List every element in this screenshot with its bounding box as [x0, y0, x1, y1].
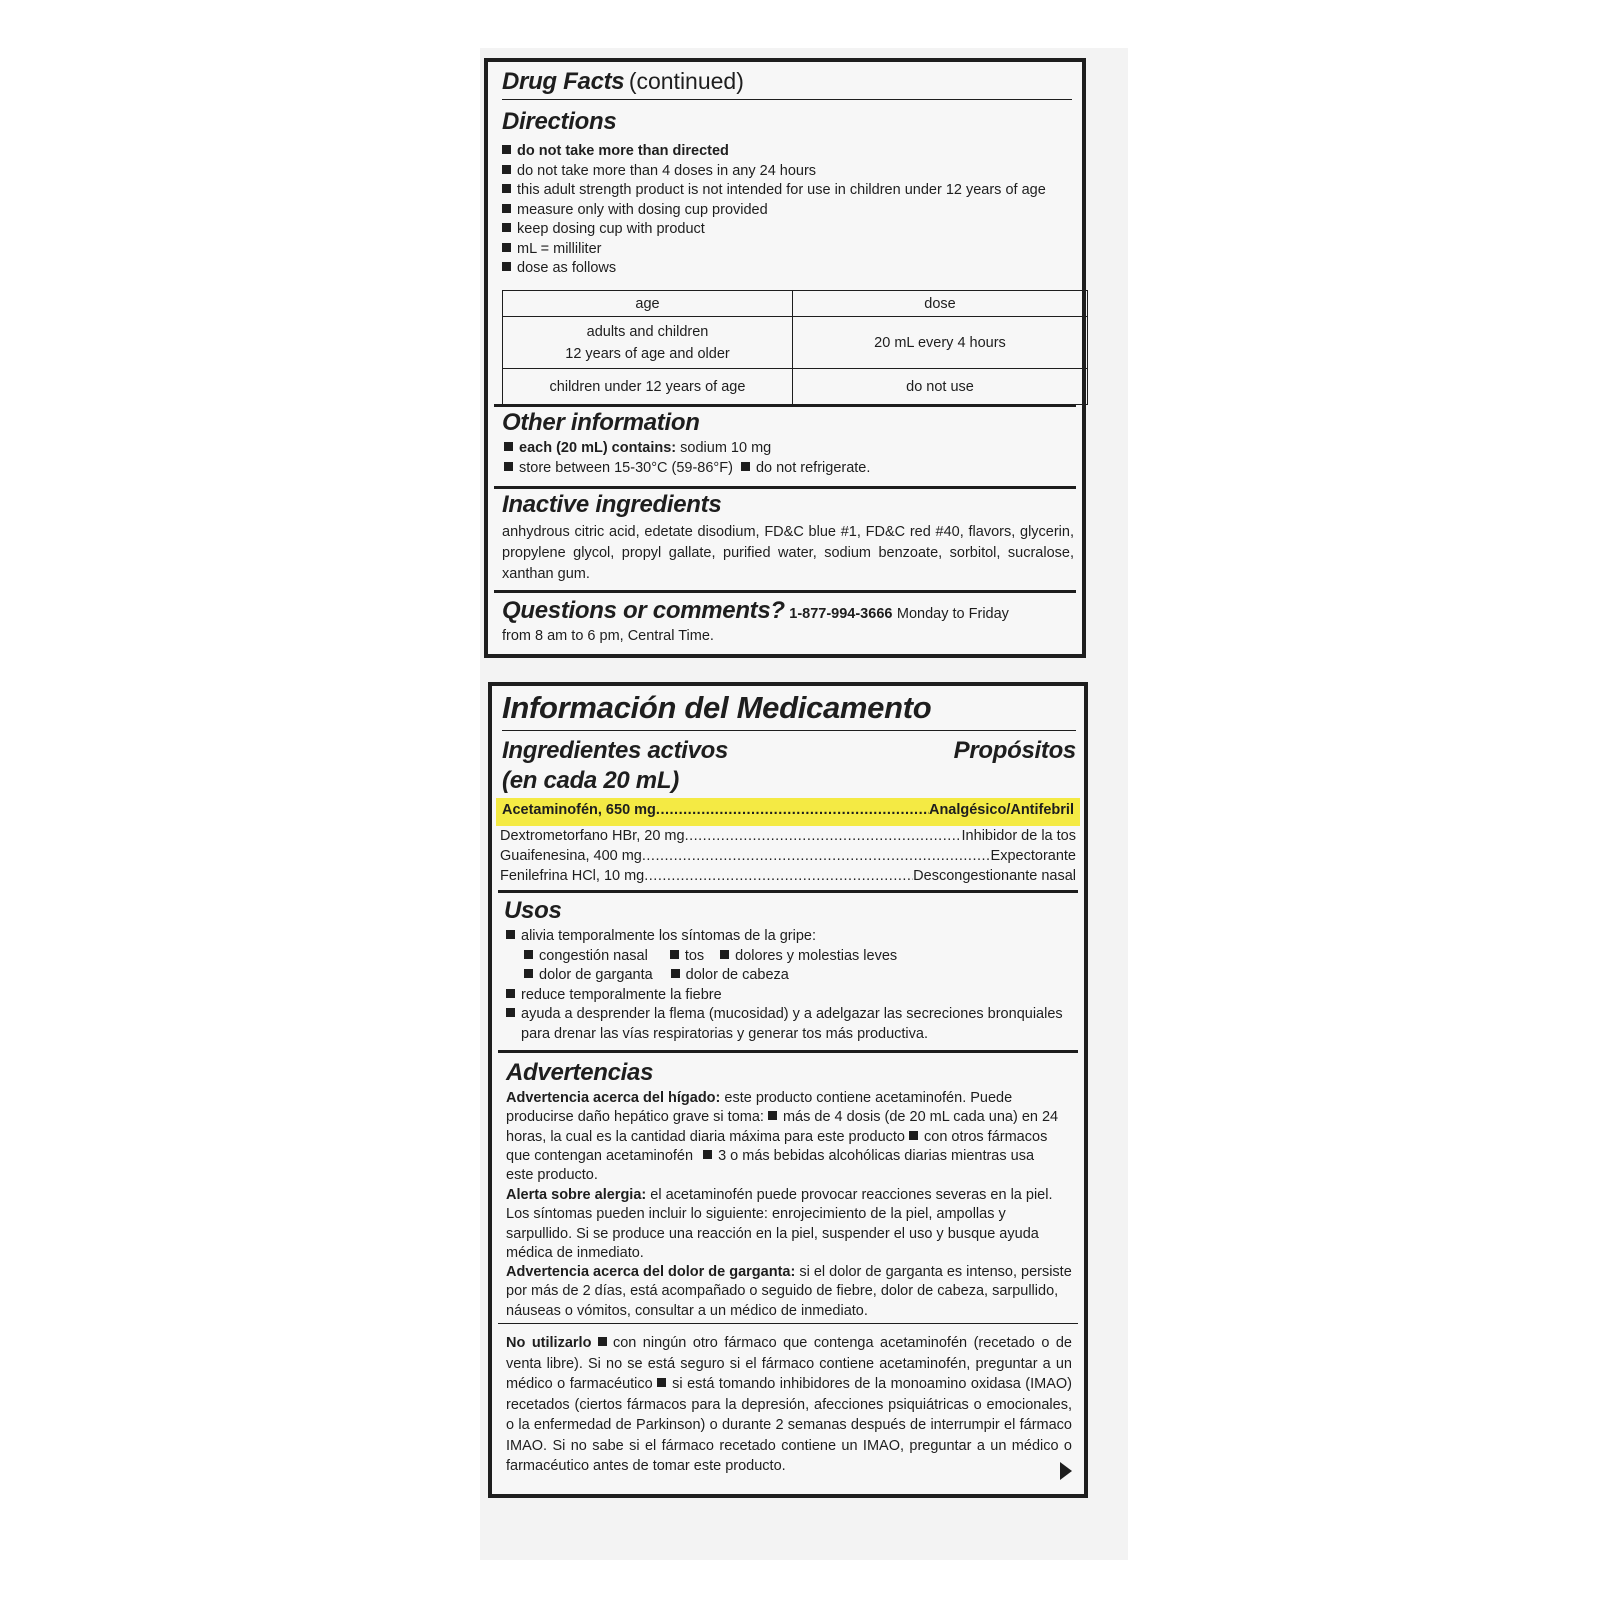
usos-subitems: dolor de garganta dolor de cabeza — [506, 966, 1076, 986]
bullet-square-icon — [524, 950, 533, 959]
directions-item: dose as follows — [502, 259, 1082, 279]
bullet-square-icon — [506, 1008, 515, 1017]
other-info-item: store between 15-30°C (59-86°F) do not refrigerate. — [504, 459, 1074, 479]
ingredient-row — [500, 866, 1076, 886]
usos-item: reduce temporalmente la fiebre — [506, 986, 1076, 1006]
divider — [498, 1323, 1078, 1324]
bullet-square-icon — [598, 1337, 607, 1346]
phone-number: 1-877-994-3666 — [789, 606, 893, 622]
drug-facts-title — [502, 68, 1072, 100]
ingredient-row — [500, 826, 1076, 846]
directions-heading: Directions — [502, 108, 617, 135]
usos-item: alivia temporalmente los síntomas de la gripe: — [506, 927, 1076, 947]
spanish-title: Información del Medicamento — [502, 690, 1076, 731]
directions-item: mL = milliliter — [502, 240, 1082, 260]
play-triangle-icon — [1060, 1462, 1072, 1480]
ingredient-purpose: Descongestionante nasal — [913, 868, 1076, 884]
bullet-square-icon — [504, 442, 513, 451]
usos-subitems: congestión nasal tos dolores y molestias leves — [506, 947, 1076, 967]
spanish-drug-facts-box — [488, 682, 1088, 1498]
bullet-square-icon — [504, 462, 513, 471]
bullet-square-icon — [909, 1131, 918, 1140]
bullet-square-icon — [506, 989, 515, 998]
directions-item: measure only with dosing cup provided — [502, 201, 1082, 221]
drug-facts-title-bold: Drug Facts — [502, 68, 625, 95]
questions-heading: Questions or comments? — [502, 597, 785, 624]
label-panel — [480, 48, 1128, 1560]
dose-table-header-dose: dose — [793, 291, 1088, 317]
bullet-square-icon — [670, 950, 679, 959]
directions-item: keep dosing cup with product — [502, 220, 1082, 240]
ingredient-purpose: Inhibidor de la tos — [961, 828, 1076, 844]
ingredient-name: Fenilefrina HCl, 10 mg — [500, 868, 645, 884]
bullet-square-icon — [502, 243, 511, 252]
dose-table-cell-age: adults and children 12 years of age and older — [503, 317, 793, 369]
usos-section — [498, 890, 1078, 1050]
bullet-square-icon — [768, 1111, 777, 1120]
bullet-square-icon — [741, 462, 750, 471]
inactive-ingredients-heading: Inactive ingredients — [502, 491, 722, 518]
bullet-square-icon — [671, 969, 680, 978]
advertencias-heading: Advertencias — [506, 1059, 654, 1086]
bullet-square-icon — [720, 950, 729, 959]
inactive-ingredients-text: anhydrous citric acid, edetate disodium, FD&C blue #1, FD&C red #40, flavors, glycerin, propylene glycol, propyl gallate, purified water, sodium benzoate, sorbitol, sucralose, xanthan gum. — [502, 524, 1074, 582]
usos-item-continuation: para drenar las vías respiratorias y generar tos más productiva. — [521, 1025, 928, 1042]
bullet-square-icon — [524, 969, 533, 978]
dose-table — [502, 290, 1088, 405]
other-info-item: each (20 mL) contains: sodium 10 mg — [504, 439, 1074, 459]
allergy-warning: Alerta sobre alergia: el acetaminofén puede provocar reacciones severas en la piel. Los síntomas pueden incluir lo siguiente: enrojecimiento de la piel, ampollas y sarpullido. Si se produce una reacción en la piel, suspender el uso y busque ayuda médica de inmediato. — [506, 1187, 1053, 1261]
bullet-square-icon — [502, 223, 511, 232]
throat-warning: Advertencia acerca del dolor de garganta: si el dolor de garganta es intenso, persiste por más de 2 días, está acompañado o seguido de fiebre, dolor de cabeza, sarpullido, náuseas o vómitos, consultar a un médico de inmediato. — [506, 1264, 1072, 1319]
ingredient-row-highlighted — [496, 798, 1080, 826]
dose-table-cell-age: children under 12 years of age — [503, 369, 793, 405]
ingredient-name: Guaifenesina, 400 mg — [500, 848, 642, 864]
drug-facts-title-rest: (continued) — [628, 68, 744, 94]
dose-table-cell-dose: do not use — [793, 369, 1088, 405]
directions-list — [502, 142, 1082, 279]
do-not-use-warning: No utilizarlo con ningún otro fármaco que contenga acetaminofén (recetado o de venta libre). Si no se está seguro si el fármaco contiene acetaminofén, preguntar a un médico o farmacéutico si está tomando inhibidores de la monoamino oxidasa (IMAO) recetados (ciertos fármacos para la depresión, afecciones psiquiátricas o emocionales, o la enfermedad de Parkinson) o durante 2 semanas después de interrumpir el fármaco IMAO. Si no sabe si el fármaco recetado contiene un IMAO, preguntar a un médico o farmacéutico antes de tomar este producto. — [506, 1335, 1072, 1474]
directions-item: do not take more than directed — [502, 142, 1082, 162]
directions-item: this adult strength product is not intended for use in children under 12 years of age — [502, 181, 1082, 201]
dose-table-cell-dose: 20 mL every 4 hours — [793, 317, 1088, 369]
other-information-section — [494, 404, 1076, 486]
bullet-square-icon — [502, 165, 511, 174]
other-information-heading: Other information — [502, 409, 700, 436]
drug-facts-box — [484, 58, 1086, 658]
ingredient-name: Acetaminofén, 650 mg — [502, 802, 656, 818]
questions-hours: Monday to Friday — [896, 606, 1009, 622]
bullet-square-icon — [657, 1378, 666, 1387]
liver-warning: Advertencia acerca del hígado: este producto contiene acetaminofén. Puede producirse daño hepático grave si toma: más de 4 dosis (de 20 mL cada una) en 24 horas, la cual es la cantidad diaria máxima para este producto con otros fármacos que contengan acetaminofén 3 o más bebidas alcohólicas diarias mientras usa este producto. — [506, 1090, 1059, 1184]
inactive-ingredients-section — [494, 486, 1076, 590]
bullet-square-icon — [506, 930, 515, 939]
active-ingredients-heading: Ingredientes activos (en cada 20 mL) — [502, 737, 729, 794]
usos-item: ayuda a desprender la flema (mucosidad) y a adelgazar las secreciones bronquiales — [506, 1005, 1076, 1025]
bullet-square-icon — [502, 145, 511, 154]
usos-heading: Usos — [504, 897, 562, 924]
ingredient-row — [500, 846, 1076, 866]
ingredient-purpose: Expectorante — [990, 848, 1076, 864]
bullet-square-icon — [502, 262, 511, 271]
directions-item: do not take more than 4 doses in any 24 hours — [502, 162, 1082, 182]
questions-hours-line2: from 8 am to 6 pm, Central Time. — [502, 628, 714, 644]
bullet-square-icon — [502, 204, 511, 213]
bullet-square-icon — [502, 184, 511, 193]
questions-section — [494, 590, 1076, 654]
dose-table-header-age: age — [503, 291, 793, 317]
purposes-heading: Propósitos — [953, 737, 1076, 764]
ingredient-purpose: Analgésico/Antifebril — [928, 802, 1074, 818]
bullet-square-icon — [703, 1150, 712, 1159]
ingredient-name: Dextrometorfano HBr, 20 mg — [500, 828, 685, 844]
advertencias-section — [498, 1050, 1078, 1490]
